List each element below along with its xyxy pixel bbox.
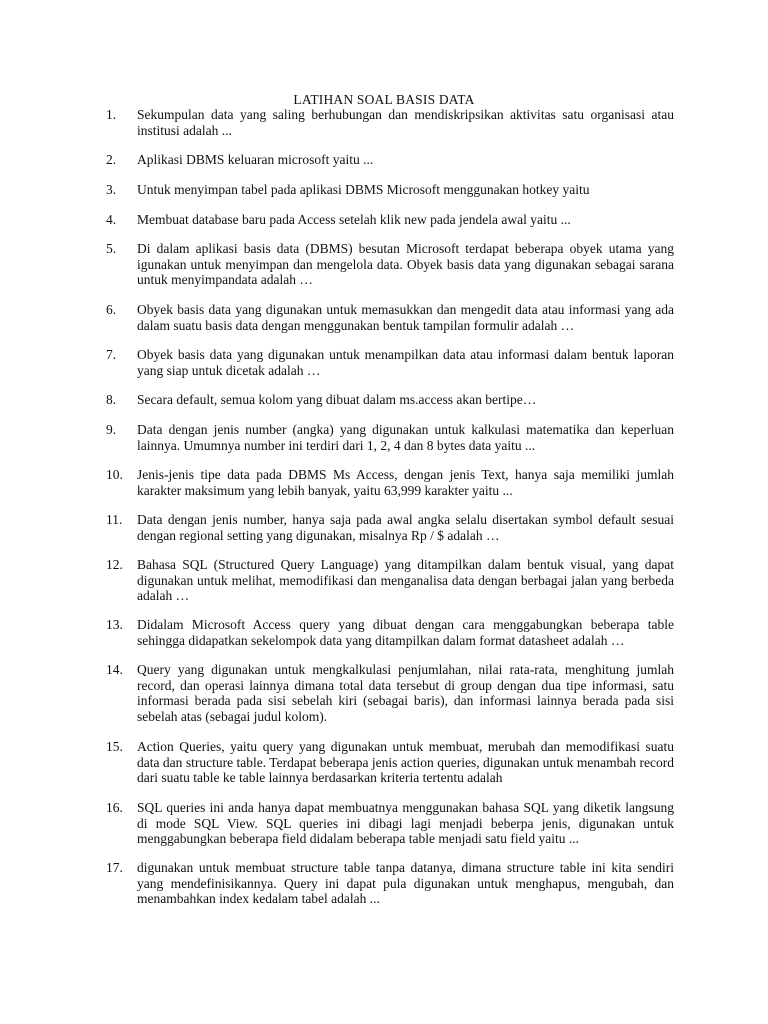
question-number: 16. xyxy=(106,800,123,815)
question-item xyxy=(106,467,674,498)
question-number: 6. xyxy=(106,302,117,317)
question-text: Sekumpulan data yang saling berhubungan dan mendiskripsikan aktivitas satu organisasi atau institusi adalah ... xyxy=(137,107,674,138)
question-text: Obyek basis data yang digunakan untuk menampilkan data atau informasi dalam bentuk laporan yang siap untuk dicetak adalah … xyxy=(137,347,674,378)
question-item xyxy=(106,422,674,453)
question-item xyxy=(106,212,674,228)
question-text: Bahasa SQL (Structured Query Language) yang ditampilkan dalam bentuk visual, yang dapat digunakan untuk melihat, memodifikasi dan menganalisa data dengan berbagai jalan yang berbeda adalah … xyxy=(137,557,674,604)
question-number: 12. xyxy=(106,557,123,572)
question-text: Obyek basis data yang digunakan untuk memasukkan dan mengedit data atau informasi yang ada dalam suatu basis data dengan menggunakan bentuk tampilan formulir adalah … xyxy=(137,302,674,333)
question-number: 14. xyxy=(106,662,123,677)
question-item xyxy=(106,182,674,198)
question-number: 3. xyxy=(106,182,117,197)
question-item xyxy=(106,241,674,288)
question-item xyxy=(106,392,674,408)
question-number: 2. xyxy=(106,152,117,167)
question-number: 15. xyxy=(106,739,123,754)
question-item xyxy=(106,800,674,847)
question-text: Untuk menyimpan tabel pada aplikasi DBMS Microsoft menggunakan hotkey yaitu xyxy=(137,182,590,197)
question-number: 17. xyxy=(106,860,123,875)
question-item xyxy=(106,860,674,907)
question-number: 1. xyxy=(106,107,117,122)
question-number: 13. xyxy=(106,617,123,632)
question-number: 8. xyxy=(106,392,117,407)
question-text: Action Queries, yaitu query yang digunakan untuk membuat, merubah dan memodifikasi suatu data dan structure table. Terdapat beberapa jenis action queries, digunakan untuk menambah record dari suatu table ke table lainnya berdasarkan kriteria tertentu adalah xyxy=(137,739,674,786)
question-item xyxy=(106,347,674,378)
question-item xyxy=(106,152,674,168)
question-text: Jenis-jenis tipe data pada DBMS Ms Access, dengan jenis Text, hanya saja memiliki jumlah karakter maksimum yang lebih banyak, yaitu 63,999 karakter yaitu ... xyxy=(137,467,674,498)
question-text: digunakan untuk membuat structure table tanpa datanya, dimana structure table ini kita sendiri yang mendefinisikannya. Query ini dapat pula digunakan untuk menghapus, mengubah, dan menambahkan index kedalam tabel adalah ... xyxy=(137,860,674,907)
question-text: Secara default, semua kolom yang dibuat dalam ms.access akan bertipe… xyxy=(137,392,537,407)
question-item xyxy=(106,617,674,648)
question-item xyxy=(106,662,674,724)
question-number: 9. xyxy=(106,422,117,437)
question-number: 5. xyxy=(106,241,117,256)
document-title: LATIHAN SOAL BASIS DATA xyxy=(293,92,475,107)
question-text: Didalam Microsoft Access query yang dibuat dengan cara menggabungkan beberapa table sehingga didapatkan sekelompok data yang ditampilkan dalam format datasheet adalah … xyxy=(137,617,674,648)
question-item xyxy=(106,302,674,333)
question-text: Query yang digunakan untuk mengkalkulasi penjumlahan, nilai rata-rata, menghitung jumlah record, dan operasi lainnya dimana total data tersebut di group dengan dua tipe informasi, satu informasi berada pada sisi sebelah kiri (sebagai baris), dan informasi lainnya berada pada sisi sebelah atas (sebagai judul kolom). xyxy=(137,662,674,724)
question-text: SQL queries ini anda hanya dapat membuatnya menggunakan bahasa SQL yang diketik langsung di mode SQL View. SQL queries ini dibagi lagi menjadi beberpa jenis, digunakan untuk menggabungkan beberapa field didalam beberapa table menjadi satu field yaitu ... xyxy=(137,800,674,847)
question-number: 11. xyxy=(106,512,123,527)
question-number: 4. xyxy=(106,212,117,227)
question-item xyxy=(106,557,674,604)
question-text: Di dalam aplikasi basis data (DBMS) besutan Microsoft terdapat beberapa obyek utama yang igunakan untuk menyimpan dan mengelola data. Obyek basis data yang digunakan sebagai sarana untuk menyimpandata adalah … xyxy=(137,241,674,288)
question-item xyxy=(106,739,674,786)
question-text: Data dengan jenis number, hanya saja pada awal angka selalu disertakan symbol default sesuai dengan regional setting yang digunakan, misalnya Rp / $ adalah … xyxy=(137,512,674,543)
question-text: Aplikasi DBMS keluaran microsoft yaitu ... xyxy=(137,152,374,167)
question-number: 7. xyxy=(106,347,117,362)
question-item xyxy=(106,512,674,543)
question-item xyxy=(106,107,674,138)
question-text: Membuat database baru pada Access setelah klik new pada jendela awal yaitu ... xyxy=(137,212,571,227)
question-number: 10. xyxy=(106,467,123,482)
question-text: Data dengan jenis number (angka) yang digunakan untuk kalkulasi matematika dan keperluan lainnya. Umumnya number ini terdiri dari 1, 2, 4 dan 8 bytes data yaitu ... xyxy=(137,422,674,453)
